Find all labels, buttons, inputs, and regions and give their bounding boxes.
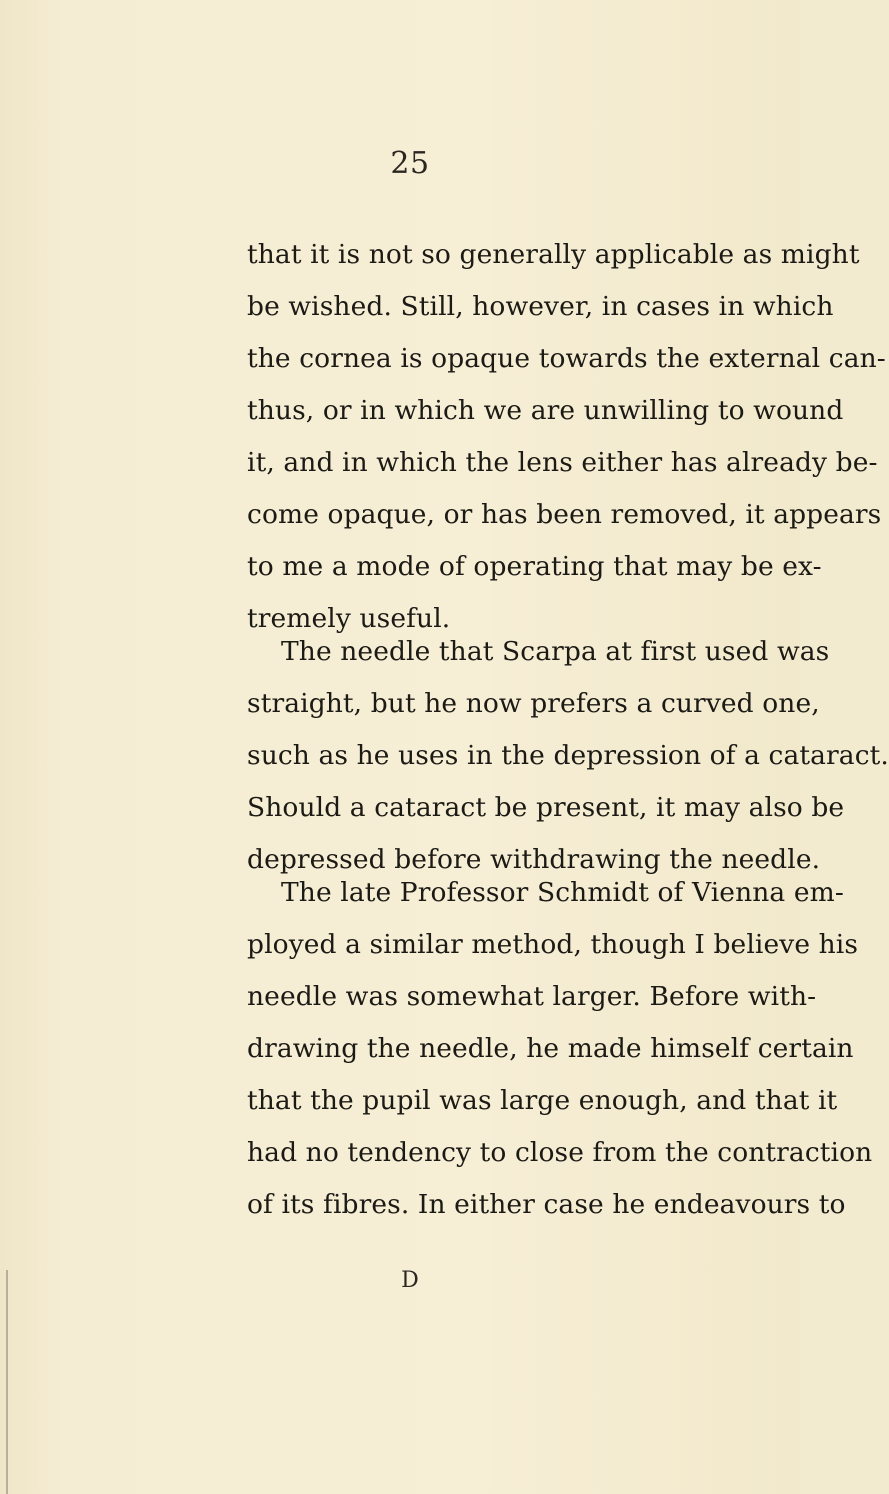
text-line: tremely useful. [247, 603, 451, 634]
text-line: that it is not so generally applicable as might [247, 239, 860, 270]
text-line: to me a mode of operating that may be ex- [247, 551, 822, 582]
text-line: drawing the needle, he made himself certain [247, 1033, 854, 1064]
text-line: depressed before withdrawing the needle. [247, 844, 821, 875]
signature-mark: D [401, 1268, 419, 1293]
text-line: had no tendency to close from the contraction [247, 1137, 873, 1168]
text-line: come opaque, or has been removed, it appears [247, 499, 882, 530]
text-line: such as he uses in the depression of a cataract. [247, 740, 889, 771]
text-line: The late Professor Schmidt of Vienna em- [281, 877, 844, 908]
text-line: that the pupil was large enough, and that it [247, 1085, 838, 1116]
text-line: it, and in which the lens either has already be- [247, 447, 878, 478]
text-line: needle was somewhat larger. Before with- [247, 981, 817, 1012]
text-line: straight, but he now prefers a curved one, [247, 688, 820, 719]
text-line: ployed a similar method, though I believe his [247, 929, 859, 960]
text-line: of its fibres. In either case he endeavours to [247, 1189, 846, 1220]
text-line: Should a cataract be present, it may also be [247, 792, 845, 823]
page-edge-shadow [6, 1270, 8, 1494]
paragraph-1 [247, 229, 886, 645]
text-line: the cornea is opaque towards the external can- [247, 343, 886, 374]
page-number: 25 [390, 146, 430, 181]
text-line: The needle that Scarpa at first used was [281, 636, 830, 667]
paragraph-3 [247, 867, 873, 1231]
text-line: thus, or in which we are unwilling to wound [247, 395, 844, 426]
paragraph-2 [247, 626, 889, 886]
text-line: be wished. Still, however, in cases in which [247, 291, 834, 322]
